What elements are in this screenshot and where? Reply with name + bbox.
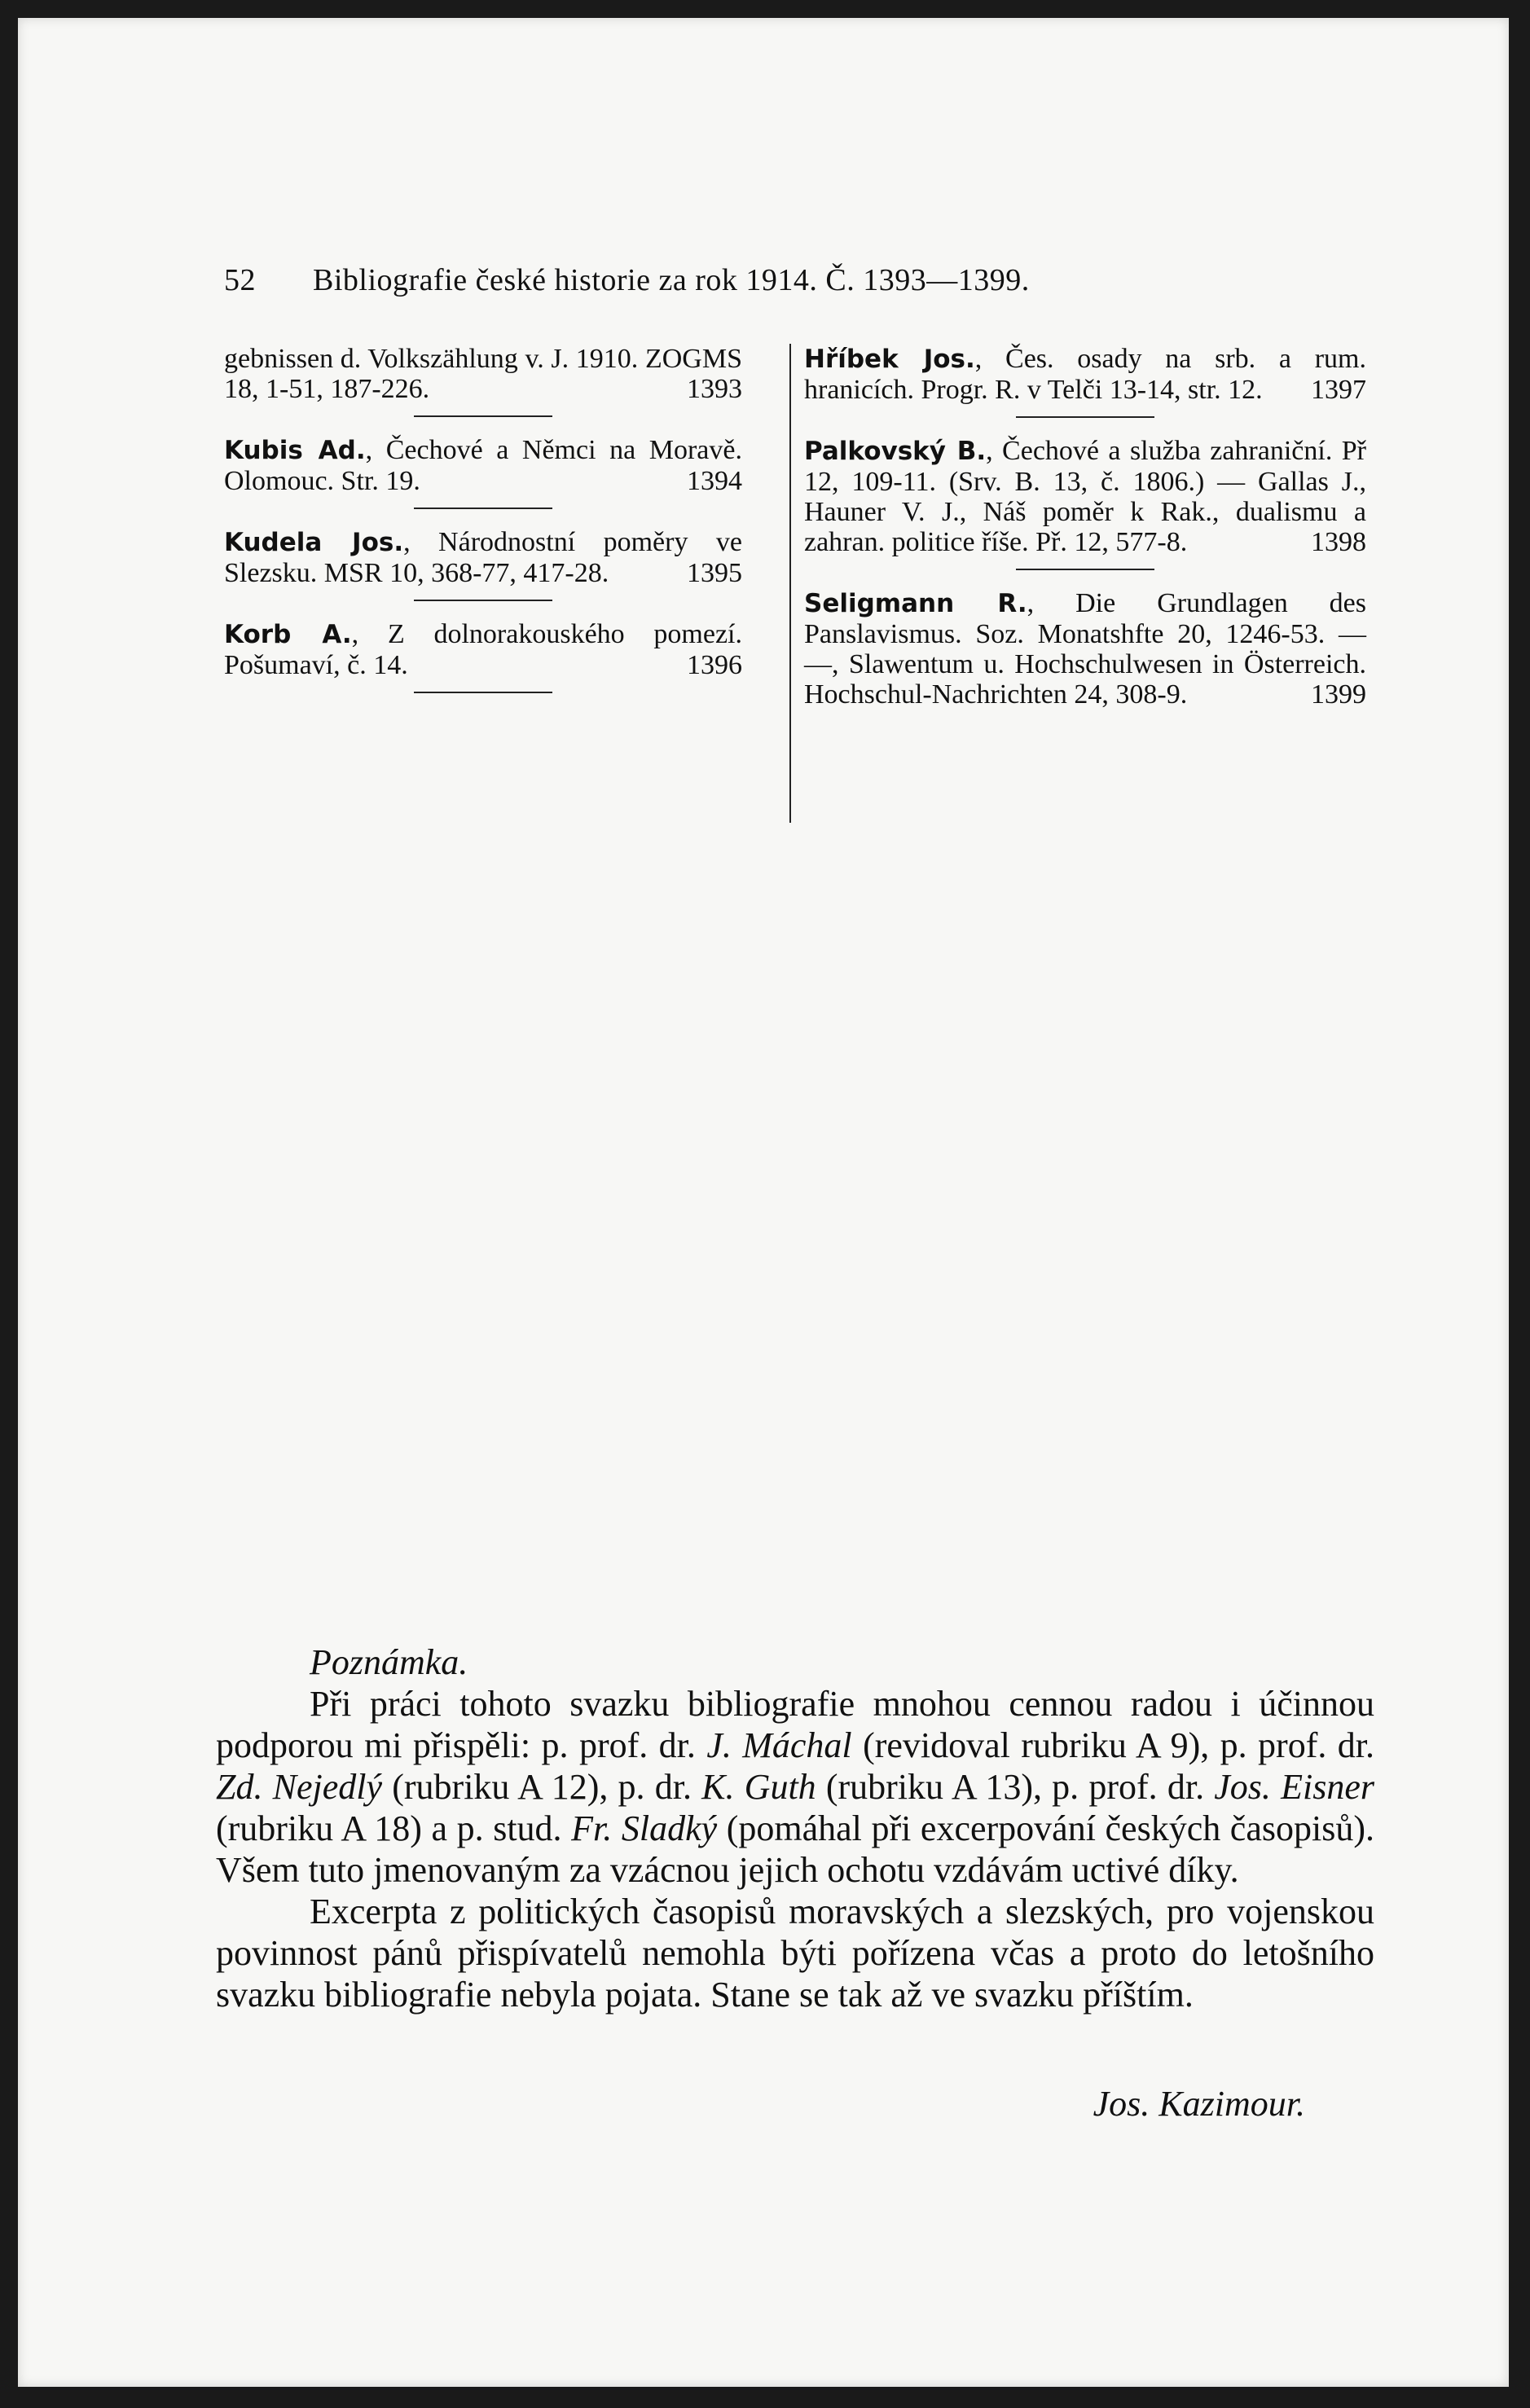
entry-text: , Z dolnorakouského pomezí. Pošumaví, č. 14.	[224, 619, 743, 680]
page-number: 52	[224, 263, 256, 297]
entry-separator	[414, 600, 552, 601]
left-column	[224, 344, 742, 711]
bib-entry-1395	[224, 527, 742, 588]
note-paragraph-2: Excerpta z politických časopisů moravských a slezských, pro vojenskou povinnost pánů přispívatelů nemohla býti pořízena včas a proto do letošního svazku bibliografie nebyla pojata. Stane se tak až ve svazku příštím.	[216, 1892, 1374, 2015]
entry-text: , Národnostní poměry ve Slezsku. MSR 10, 368-77, 417-28.	[224, 527, 742, 588]
bib-entry-1393	[224, 344, 742, 404]
note-text: (rubriku A 13), p. prof. dr.	[816, 1767, 1215, 1807]
bib-entry-1396	[224, 619, 742, 680]
entry-separator	[414, 508, 552, 509]
entry-separator	[1016, 569, 1154, 570]
note-text: (revidoval rubriku A 9), p. prof. dr.	[851, 1725, 1374, 1765]
entry-text: , Čechové a Němci na Moravě. Olomouc. Str. 19.	[224, 435, 742, 496]
note-text: Při práci tohoto svazku bibliografie mnohou cennou radou i účinnou podporou mi přispěli: p. prof. dr.	[216, 1684, 1374, 1765]
entry-number: 1399	[1311, 679, 1366, 710]
note-text: (rubriku A 18) a p. stud.	[216, 1808, 572, 1848]
running-title: Bibliografie české historie za rok 1914. Č. 1393—1399.	[313, 263, 1030, 297]
note-title: Poznámka.	[310, 1642, 468, 1682]
entry-author: Kubis Ad.	[224, 436, 366, 465]
entry-separator	[414, 692, 552, 693]
note-paragraph-1	[216, 1683, 1374, 1891]
page-header	[224, 262, 1030, 298]
entry-author: Palkovský B.	[804, 437, 987, 466]
entry-author: Kudela Jos.	[224, 528, 404, 557]
entry-separator	[414, 415, 552, 417]
entry-text: , Die Grundlagen des Panslavismus. Soz. Monatshfte 20, 1246-53. — —, Slawentum u. Hochschulwesen in Österreich. Hochschul-Nachrichten 24, 308-9.	[804, 588, 1367, 710]
entry-number: 1397	[1311, 375, 1366, 405]
entry-number: 1396	[687, 650, 742, 680]
page	[18, 18, 1509, 2387]
note-text: (pomáhal při excerpování českých časopisů). Všem tuto jmenovaným za vzácnou jejich ochotu vzdávám uctivé díky.	[216, 1808, 1374, 1890]
entry-author: Korb A.	[224, 620, 352, 649]
entry-text: , Čechové a služba zahraniční. Př 12, 109-11. (Srv. B. 13, č. 1806.) — Gallas J., Hauner V. J., Náš poměr k Rak., dualismu a zahran. politice říše. Př. 12, 577-8.	[804, 436, 1366, 557]
entry-number: 1398	[1311, 527, 1366, 557]
column-divider	[789, 344, 791, 823]
contributor-name: Fr. Sladký	[571, 1808, 718, 1848]
entry-separator	[1016, 416, 1154, 418]
contributor-name: J. Máchal	[706, 1725, 852, 1765]
entry-text: , Čes. osady na srb. a rum. hranicích. Progr. R. v Telči 13-14, str. 12.	[804, 344, 1367, 405]
entry-text: gebnissen d. Volkszählung v. J. 1910. ZOGMS 18, 1-51, 187-226.	[224, 344, 742, 404]
entry-number: 1393	[687, 374, 742, 404]
contributor-name: Zd. Nejedlý	[216, 1767, 383, 1807]
contributor-name: Jos. Eisner	[1214, 1767, 1374, 1807]
bib-entry-1397	[804, 344, 1366, 405]
note-section	[216, 1641, 1374, 2015]
entry-author: Hříbek Jos.	[804, 345, 975, 374]
bib-entry-1394	[224, 435, 742, 496]
contributor-name: K. Guth	[701, 1767, 816, 1807]
entry-number: 1395	[687, 558, 742, 588]
signature: Jos. Kazimour.	[1093, 2084, 1305, 2124]
right-column	[804, 344, 1366, 710]
bib-entry-1399	[804, 588, 1366, 710]
note-text: (rubriku A 12), p. dr.	[382, 1767, 702, 1807]
entry-author: Seligmann R.	[804, 589, 1027, 618]
entry-number: 1394	[687, 466, 742, 496]
bib-entry-1398	[804, 436, 1366, 557]
